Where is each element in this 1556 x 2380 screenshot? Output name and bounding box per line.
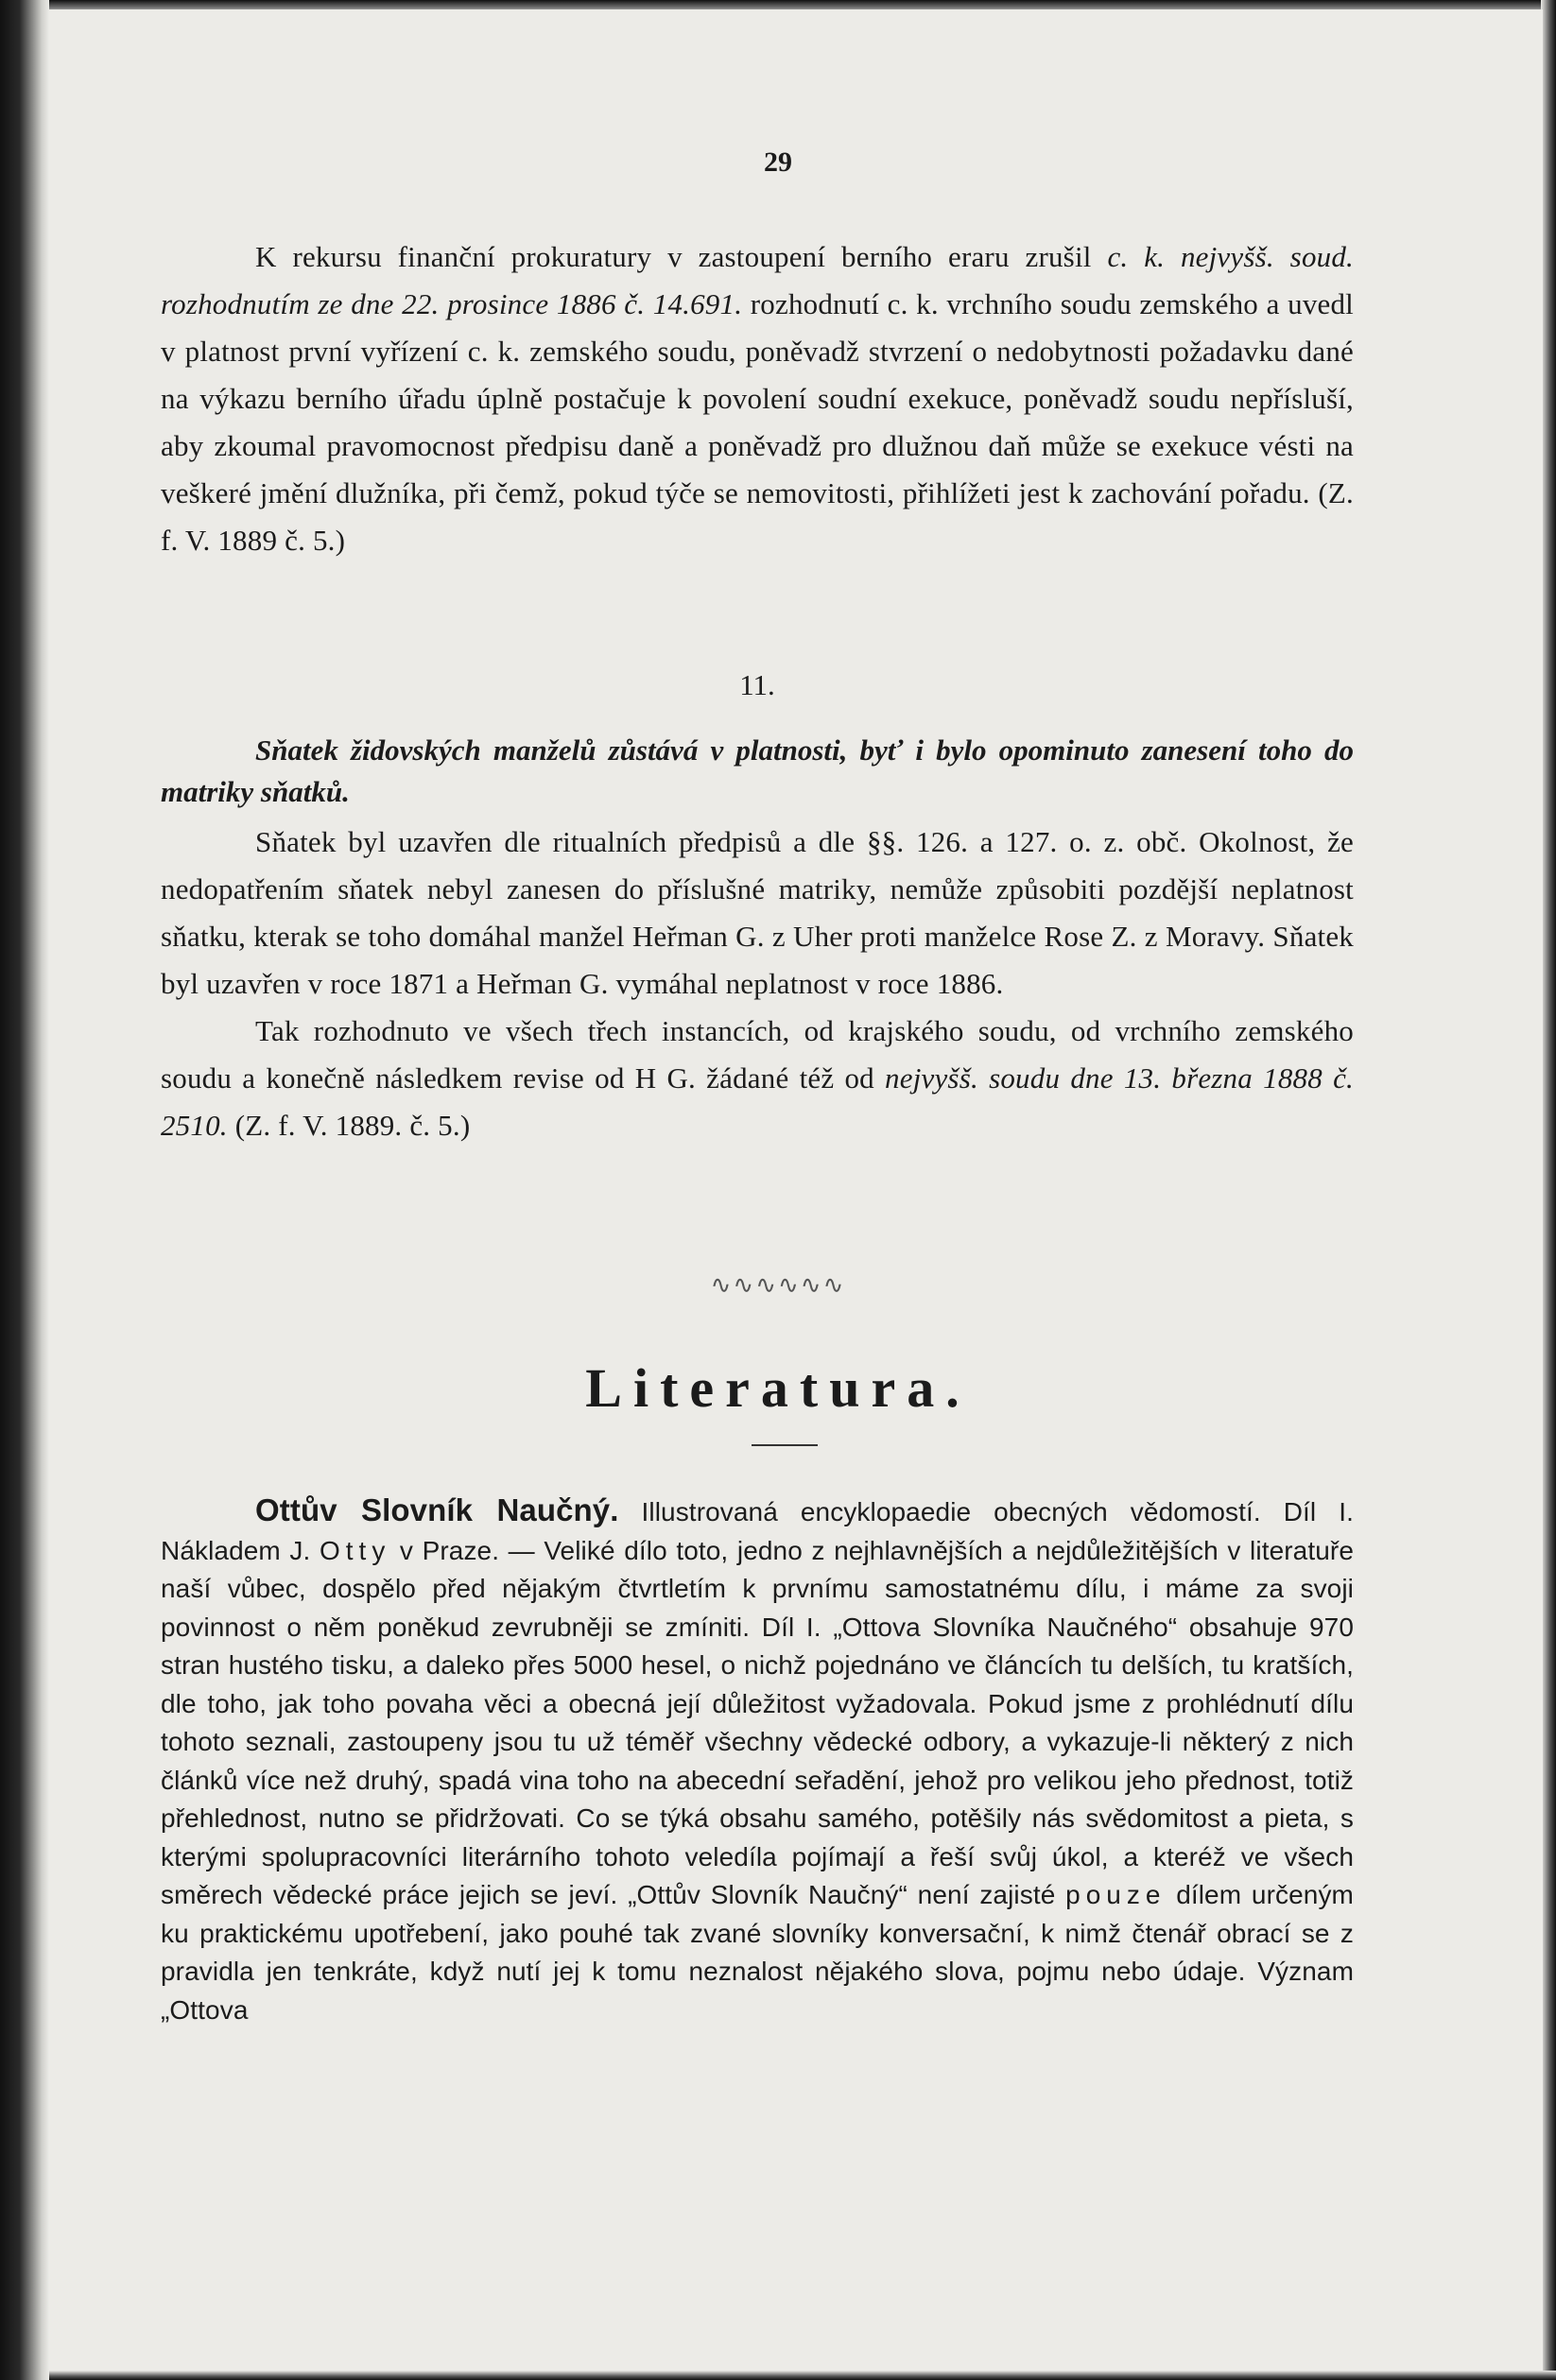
literature-entry-text: v Praze. — Veliké dílo toto, jedno z nejhlavnějších a nejdůležitějších v literatuře naší vůbec, dospělo před nějakým čtvrtletím k prvnímu samostatnému dílu, i máme za svoji povinnost o něm poněkud zevrubněji se zmíniti. Díl I. „Ottova Slovníka Naučného“ obsahuje 970 stran hustého tisku, a daleko přes 5000 hesel, o nichž pojednáno ve článcích tu delších, tu kratších, dle toho, jak toho povaha věci a obecná její důležitost vyžadovala. Pokud jsme z prohlédnutí dílu tohoto seznali, zastoupeny jsou tu už téměř všechny vědecké odbory, a vykazuje-li některý z nich článků více než druhý, spadá vina toho na abecední seřadění, jehož pro velikou jeho přednost, totiž přehlednost, nutno se přidržovati. Co se týká obsahu samého, potěšily nás svědomitost a pieta, s kterými spolupracovníci literárního tohoto veledíla pojímají a řeší svůj úkol, a kteréž ve všech směrech vědecké práce jejich se jeví. „Ottův Slovník Naučný“ není zajisté: [161, 1535, 1354, 1909]
section-10-text-start: K rekursu finanční prokuratury v zastoupení berního eraru zrušil: [255, 240, 1092, 273]
page-number: 29: [764, 147, 792, 178]
literature-entry: [161, 1492, 1354, 2029]
section-11-paragraph-1: Sňatek byl uzavřen dle ritualních předpisů a dle §§. 126. a 127. o. z. obč. Okolnost, že nedopatřením sňatek nebyl zanesen do příslušné matriky, nemůže způsobiti pozdější neplatnost sňatku, kterak se toho domáhal manžel Heřman G. z Uher proti manželce Rose Z. z Moravy. Sňatek byl uzavřen v roce 1871 a Heřman G. vymáhal neplatnost v roce 1886.: [161, 825, 1354, 1000]
publisher-name: Otty: [319, 1535, 391, 1565]
heading-rule: [752, 1444, 818, 1446]
section-11: [161, 662, 1354, 1149]
section-10-text-rest: rozhodnutí c. k. vrchního soudu zemského a uvedl v platnost první vyřízení c. k. zemského soudu, poněvadž stvrzení o nedobytnosti požadavku dané na výkazu berního úřadu úplně postačuje k povolení soudní exekuce, poněvadž soudu nepřísluší, aby zkoumal pravomocnost předpisu daně a poněvadž pro dlužnou daň může se exekuce vésti na veškeré jmění dlužníka, při čemž, pokud týče se nemovitosti, přihlížeti jest k zachování pořadu. (Z. f. V. 1889 č. 5.): [161, 287, 1354, 557]
literature-entry-title: Ottův Slovník Naučný.: [255, 1492, 619, 1527]
section-10-tail: [161, 233, 1354, 564]
literature-entry-subtitle: Illustrovaná encyklopaedie obecných vědomostí. Díl I. Nákladem J.: [161, 1497, 1354, 1565]
section-11-lead: Sňatek židovských manželů zůstává v platnosti, byť i bylo opominuto zanesení toho do matriky sňatků.: [161, 733, 1354, 808]
section-10-paragraph: [161, 233, 1354, 564]
section-10-ruling-citation: c. k. nejvyšš. soud. rozhodnutím ze dne 22. prosince 1886 č. 14.691.: [161, 240, 1354, 320]
section-11-p2-start: Tak rozhodnuto ve všech třech instancích, od krajského soudu, od vrchního zemského soudu a konečně následkem revise od H G. žádané též od: [161, 1014, 1354, 1095]
scan-left-edge: [0, 0, 49, 2380]
section-11-p2-end: (Z. f. V. 1889. č. 5.): [234, 1109, 471, 1142]
ornament-divider: ∿∿∿∿∿∿: [710, 1271, 846, 1299]
section-11-ruling-citation: nejvyšš. soudu dne 13. března 1888 č. 2510.: [161, 1061, 1354, 1142]
literature-entry-text-end: dílem určeným ku praktickému upotřebení, jako pouhé tak zvané slovníky konversační, k nimž čtenář obrací se z pravidla jen tenkráte, když nutí jej k tomu neznalost nějakého slova, pojmu nebo údaje. Význam „Ottova: [161, 1880, 1354, 2025]
section-11-paragraph-2: [161, 1008, 1354, 1149]
scan-bottom-edge: [49, 2371, 1556, 2380]
literature-entry-paragraph: [161, 1492, 1354, 2029]
emphasized-word: pouze: [1065, 1880, 1167, 1909]
literature-heading: Literatura.: [585, 1357, 971, 1419]
scan-right-edge: [1541, 0, 1556, 2380]
section-11-number: 11.: [739, 668, 775, 701]
